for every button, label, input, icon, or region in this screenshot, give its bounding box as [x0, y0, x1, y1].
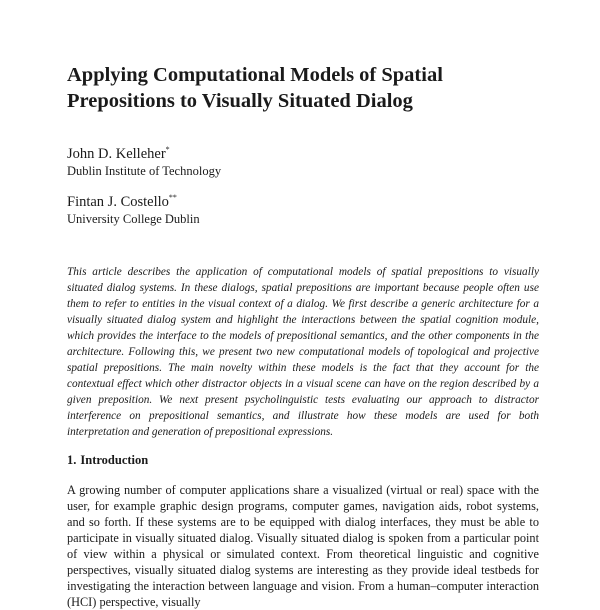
author-2-name: Fintan J. Costello: [67, 194, 169, 210]
abstract: This article describes the application of computational models of spatial prepositions to visually situated dialog systems. In these dialogs, spatial prepositions are important because people often use them to refer to entities in the visual context of a dialog. We first describe a generic architecture for a visually situated dialog system and highlight the interactions between the spatial cognition module, which provides the interface to the models of prepositional semantics, and the other components in the architecture. Following this, we present two new computational models of topological and projective spatial prepositions. The main novelty within these models is the fact that they account for the contextual effect which other distractor objects in a visual scene can have on the region described by a given preposition. We next present psycholinguistic tests evaluating our approach to distractor interference on prepositional semantics, and illustrate how these models are used for both interpretation and generation of prepositional expressions.: [67, 266, 539, 438]
author-1-affiliation: Dublin Institute of Technology: [67, 164, 222, 178]
author-1-mark: *: [165, 145, 170, 155]
section-number: 1.: [67, 453, 77, 467]
section-title: Introduction: [80, 453, 149, 467]
author-2-affiliation: University College Dublin: [67, 212, 200, 226]
section-heading: [67, 452, 152, 468]
author-2-mark: **: [168, 193, 177, 203]
body-paragraph: A growing number of computer applications share a visualized (virtual or real) space with the user, for example graphic design programs, computer games, navigation aids, robot systems, and so forth. If these systems are to be equipped with dialog interfaces, they must be able to participate in visually situated dialog. Visually situated dialog is spoken from a particular point of view within a physical or simulated context. From theoretical linguistic and cognitive perspectives, visually situated dialog systems are interesting as they provide ideal testbeds for investigating the interaction between language and vision. From a human–computer interaction (HCI) perspective, visually: [67, 483, 539, 609]
author-2: [67, 194, 177, 211]
author-1-name: John D. Kelleher: [67, 146, 166, 162]
author-1: [67, 146, 170, 163]
paper-title: Applying Computational Models of Spatial Prepositions to Visually Situated Dialog: [67, 64, 443, 112]
